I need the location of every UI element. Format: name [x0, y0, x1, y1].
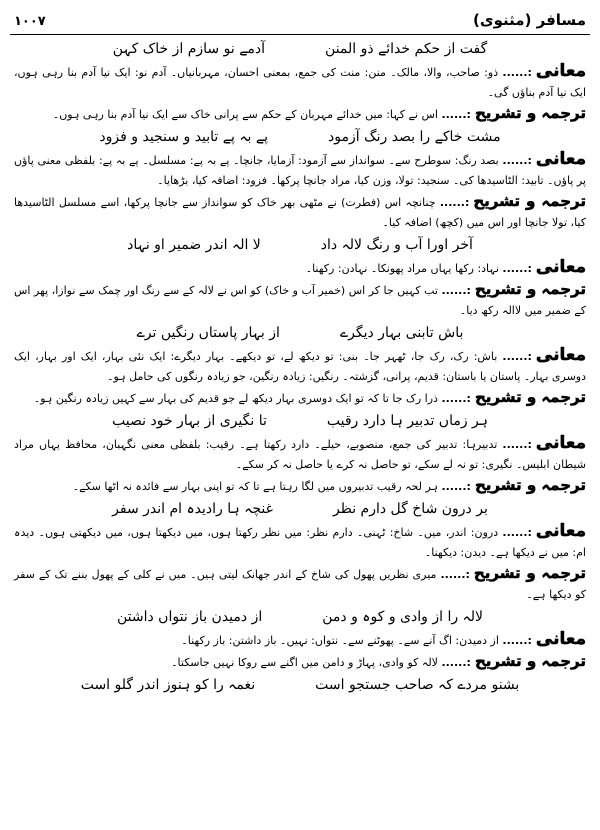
meaning-paragraph [14, 345, 586, 387]
label-dots: :...... [502, 438, 532, 451]
translation-text: میری نظریں پھول کی شاخ کے اندر جھانک لیتی ہیں۔ میں نے کلی کے پھول بننے تک کے سفر کو دیکھا ہے۔ [14, 568, 586, 601]
meaning-paragraph [14, 521, 586, 563]
verse-line-1: لالہ را از وادی و کوہ و دمن [322, 609, 483, 625]
page-header [10, 8, 590, 35]
translation-text: چنانچہ اس (فطرت) نے مٹھی بھر خاک کو سوانداز سے جانچا پرکھا، اسے مسلسل الٹاسیدھا کیا، تولا جانچا اور اس میں (کچھ) اضافہ کیا۔ [14, 196, 586, 229]
meaning-label: معانی [535, 629, 586, 649]
meaning-paragraph [14, 257, 586, 279]
meaning-label: معانی [535, 257, 586, 277]
verse-couplet [14, 497, 586, 521]
running-title: مسافر (مثنوی) [473, 11, 586, 29]
meaning-label: معانی [535, 61, 586, 81]
label-dots: :...... [441, 108, 471, 121]
translation-label: ترجمہ و تشریح [473, 564, 586, 582]
verse-line-2: از دمیدن باز نتواں داشتن [117, 609, 263, 625]
verse-couplet [14, 673, 586, 697]
translation-label: ترجمہ و تشریح [474, 388, 586, 406]
meaning-paragraph [14, 61, 586, 103]
page-number: ۱۰۰۷ [14, 14, 46, 29]
verse-line-1: گفت از حکم خدائے ذو المنن [325, 41, 488, 57]
verse-line-1: باش تابنی بہار دیگرے [339, 325, 464, 341]
verse-couplet [14, 233, 586, 257]
label-dots: :...... [439, 196, 470, 209]
translation-paragraph [14, 279, 586, 321]
verse-couplet [14, 409, 586, 433]
meaning-label: معانی [535, 149, 586, 169]
meaning-label: معانی [535, 433, 586, 453]
translation-text: اس نے کہا: میں خدائے مہربان کے حکم سے پرانی خاک سے ایک نیا آدم بنا رہی ہوں۔ [52, 108, 442, 121]
meaning-paragraph [14, 629, 586, 651]
label-dots: :...... [441, 656, 471, 669]
meaning-text: ذو: صاحب، والا، مالک۔ منن: منت کی جمع، بمعنی احسان، مہربانیاں۔ آدم نو: ایک نیا آدم بنا رہی ہوں، ایک نیا آدم بناؤں گی۔ [14, 66, 586, 99]
meaning-text: از دمیدن: اگ آنے سے۔ پھوٹنے سے۔ نتواں: نہیں۔ باز داشتن: باز رکھنا۔ [181, 634, 503, 647]
label-dots: :...... [502, 634, 532, 647]
label-dots: :...... [502, 526, 532, 539]
verse-line-1: بشنو مردے کہ صاحب جستجو است [315, 677, 520, 693]
label-dots: :...... [502, 262, 532, 275]
translation-text: ہر لحہ رقیب تدبیروں میں لگا رہتا ہے تا کہ تو اپنی بہار سے فائدہ نہ اٹھا سکے۔ [72, 480, 442, 493]
meaning-paragraph [14, 433, 586, 475]
label-dots: :...... [502, 350, 532, 363]
meaning-text: بصد رنگ: سوطرح سے۔ سوانداز سے آزمود: آزمایا، جانچا۔ پے بہ پے: مسلسل۔ پے بہ پے: بلفظی معنی پاؤں پر پاؤں۔ تابید: الٹاسیدھا کی۔ سنجید: تولا، وزن کیا، مراد جانچا پرکھا۔ فزود: اضافہ کیا، بڑھایا۔ [14, 154, 586, 187]
translation-paragraph [14, 103, 586, 125]
verse-couplet [14, 605, 586, 629]
translation-text: لالہ کو وادی، پہاڑ و دامن میں اگنے سے روکا نہیں جاسکتا۔ [171, 656, 442, 669]
page [10, 8, 590, 824]
translation-label: ترجمہ و تشریح [474, 104, 586, 122]
translation-text: تب کہیں جا کر اس (خمیر آب و خاک) کو اس نے لالہ کے سے رنگ اور چمک سے نوازا، پھر اس کے ضمیر میں لاالہ رکھ دیا۔ [14, 284, 586, 317]
translation-paragraph [14, 475, 586, 497]
translation-label: ترجمہ و تشریح [474, 652, 586, 670]
verse-line-2: تا نگیری از بہار خود نصیب [112, 413, 267, 429]
translation-label: ترجمہ و تشریح [474, 280, 586, 298]
translation-label: ترجمہ و تشریح [473, 192, 587, 210]
translation-paragraph [14, 191, 586, 233]
translation-paragraph [14, 651, 586, 673]
meaning-text: درون: اندر، میں۔ شاخ: ٹہنی۔ دارم نظر: میں نظر رکھتا ہوں، میں دیکھتا ہوں، میں دیکھتی ہوں۔ دیدہ ام: میں نے دیکھا ہے۔ دیدن: دیکھنا۔ [14, 526, 586, 559]
meaning-text: تدبیرہا: تدبیر کی جمع، منصوبے، حیلے۔ دارد رکھتا ہے۔ رقیب: بلفظی معنی نگہبان، محافظ یہاں مراد شیطان ابلیس۔ نگیری: تو نہ لے سکے، تو حاصل نہ کرے یا حاصل نہ کر سکے۔ [14, 438, 586, 471]
translation-text: ذرا رک جا تا کہ تو ایک دوسری بہار دیکھ لے جو قدیم کی بہار سے کہیں زیادہ رنگین ہو۔ [33, 392, 442, 405]
verse-line-2: غنچہ ہا رادیدہ ام اندر سفر [112, 501, 273, 517]
verse-line-2: لا الہ اندر ضمیر او نہاد [127, 237, 261, 253]
verse-line-1: ہر زماں تدبیر ہا دارد رقیب [326, 413, 488, 429]
label-dots: :...... [441, 480, 471, 493]
label-dots: :...... [502, 154, 532, 167]
verse-couplet [14, 37, 586, 61]
meaning-label: معانی [535, 521, 586, 541]
verse-line-2: آدمے نو سازم از خاک کہن [112, 41, 266, 57]
content [10, 35, 590, 697]
verse-line-1: آخر اورا آب و رنگ لالہ داد [320, 237, 473, 253]
verse-line-2: از بہار پاستاں رنگیں ترے [136, 325, 280, 341]
translation-label: ترجمہ و تشریح [474, 476, 586, 494]
verse-line-2: نغمہ را کو ہنوز اندر گلو است [80, 677, 256, 693]
meaning-label: معانی [535, 345, 586, 365]
meaning-text: باش: رک، رک جا، ٹھہر جا۔ بنی: تو دیکھ لے، تو دیکھے۔ بہار دیگرے: ایک نئی بہار، ایک اور بہار، ایک دوسری بہار۔ پاستان یا باستان: قدیم، پرانی، گزشتہ۔ رنگیں: زیادہ رنگین، جو زیادہ رنگوں کی حامل ہو۔ [14, 350, 586, 383]
verse-line-1: بر درون شاخ گل دارم نظر [332, 501, 488, 517]
label-dots: :...... [502, 66, 532, 79]
verse-couplet [14, 321, 586, 345]
translation-paragraph [14, 387, 586, 409]
meaning-text: نہاد: رکھا یہاں مراد پھونکا۔ نہادن: رکھنا۔ [305, 262, 503, 275]
verse-line-1: مشت خاکے را بصد رنگ آزمود [327, 129, 501, 145]
label-dots: :...... [440, 568, 470, 581]
meaning-paragraph [14, 149, 586, 191]
verse-couplet [14, 125, 586, 149]
label-dots: :...... [441, 284, 471, 297]
label-dots: :...... [441, 392, 471, 405]
verse-line-2: پے بہ پے تابید و سنجید و فزود [99, 129, 268, 145]
translation-paragraph [14, 563, 586, 605]
